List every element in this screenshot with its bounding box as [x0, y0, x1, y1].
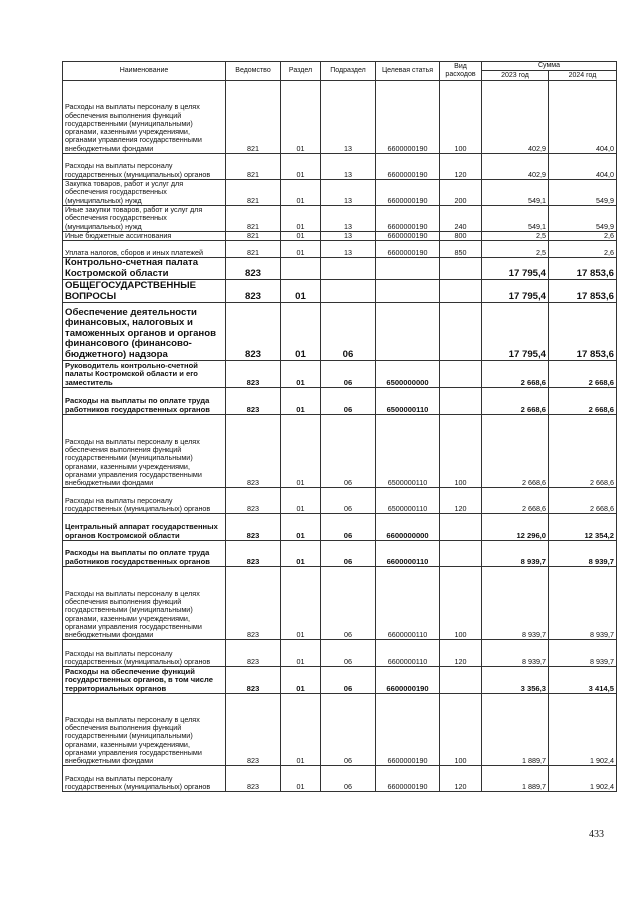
cell-name: Расходы на выплаты персоналу государственных (муниципальных) органов	[63, 766, 226, 792]
cell-subsection: 13	[321, 154, 376, 180]
cell-2023: 2 668,6	[482, 488, 549, 514]
cell-section: 01	[281, 388, 321, 415]
table-header	[63, 62, 617, 81]
cell-section: 01	[281, 303, 321, 361]
cell-subsection: 06	[321, 766, 376, 792]
cell-type	[440, 388, 482, 415]
cell-2023: 549,1	[482, 206, 549, 232]
cell-dept: 823	[226, 303, 281, 361]
cell-name: Расходы на выплаты персоналу в целях обеспечения выполнения функций государственными (муниципальными) органами, казенными учреждениями, органами управления государственными внебюджетными фондами	[63, 567, 226, 640]
cell-type: 240	[440, 206, 482, 232]
cell-2024: 1 902,4	[549, 766, 617, 792]
cell-2023: 2 668,6	[482, 388, 549, 415]
cell-2023: 2,5	[482, 241, 549, 258]
cell-type: 120	[440, 640, 482, 667]
cell-2024: 3 414,5	[549, 667, 617, 694]
cell-type: 120	[440, 154, 482, 180]
cell-target: 6600000190	[376, 667, 440, 694]
header-target: Целевая статья	[376, 62, 440, 81]
cell-2023: 3 356,3	[482, 667, 549, 694]
cell-2023: 8 939,7	[482, 567, 549, 640]
header-sum: Сумма	[482, 62, 617, 71]
header-name: Наименование	[63, 62, 226, 81]
cell-name: Контрольно-счетная палата Костромской области	[63, 258, 226, 280]
cell-2023: 8 939,7	[482, 640, 549, 667]
table-row	[63, 541, 617, 567]
cell-type	[440, 280, 482, 303]
cell-target: 6600000000	[376, 514, 440, 541]
cell-dept: 823	[226, 541, 281, 567]
cell-section: 01	[281, 180, 321, 206]
cell-2024: 17 853,6	[549, 303, 617, 361]
cell-subsection	[321, 280, 376, 303]
header-2023: 2023 год	[482, 71, 549, 81]
cell-2023: 549,1	[482, 180, 549, 206]
table-row	[63, 280, 617, 303]
budget-table-sheet	[62, 61, 616, 792]
cell-target: 6600000190	[376, 694, 440, 766]
cell-name: ОБЩЕГОСУДАРСТВЕННЫЕ ВОПРОСЫ	[63, 280, 226, 303]
table-row	[63, 567, 617, 640]
cell-section: 01	[281, 415, 321, 488]
cell-dept: 823	[226, 361, 281, 388]
cell-dept: 823	[226, 415, 281, 488]
page-number: 433	[589, 829, 604, 840]
cell-2024: 8 939,7	[549, 640, 617, 667]
cell-target: 6600000110	[376, 640, 440, 667]
cell-dept: 823	[226, 280, 281, 303]
cell-dept: 821	[226, 241, 281, 258]
cell-subsection: 13	[321, 241, 376, 258]
cell-subsection: 06	[321, 541, 376, 567]
cell-target: 6600000190	[376, 206, 440, 232]
cell-subsection: 06	[321, 667, 376, 694]
cell-dept: 823	[226, 488, 281, 514]
cell-name: Расходы на обеспечение функций государственных органов, в том числе территориальных органов	[63, 667, 226, 694]
cell-2023: 17 795,4	[482, 280, 549, 303]
cell-2024: 549,9	[549, 206, 617, 232]
cell-subsection: 13	[321, 180, 376, 206]
cell-2023: 1 889,7	[482, 766, 549, 792]
cell-target: 6600000190	[376, 81, 440, 154]
cell-2024: 2,6	[549, 232, 617, 241]
cell-section: 01	[281, 206, 321, 232]
cell-dept: 823	[226, 694, 281, 766]
cell-2024: 2 668,6	[549, 388, 617, 415]
cell-section: 01	[281, 667, 321, 694]
table-row	[63, 388, 617, 415]
cell-2024: 12 354,2	[549, 514, 617, 541]
cell-subsection: 06	[321, 694, 376, 766]
cell-2024: 404,0	[549, 154, 617, 180]
cell-name: Расходы на выплаты по оплате труда работников государственных органов	[63, 388, 226, 415]
cell-section: 01	[281, 81, 321, 154]
cell-dept: 823	[226, 258, 281, 280]
cell-2024: 17 853,6	[549, 280, 617, 303]
cell-section: 01	[281, 694, 321, 766]
cell-target: 6600000190	[376, 766, 440, 792]
cell-dept: 823	[226, 766, 281, 792]
cell-2023: 402,9	[482, 154, 549, 180]
table-row	[63, 361, 617, 388]
table-row	[63, 640, 617, 667]
cell-subsection: 06	[321, 488, 376, 514]
cell-2023: 2,5	[482, 232, 549, 241]
cell-type: 100	[440, 567, 482, 640]
table-row	[63, 206, 617, 232]
header-section: Раздел	[281, 62, 321, 81]
cell-subsection: 06	[321, 303, 376, 361]
cell-name: Расходы на выплаты персоналу в целях обеспечения выполнения функций государственными (муниципальными) органами, казенными учреждениями, органами управления государственными внебюджетными фондами	[63, 81, 226, 154]
cell-dept: 821	[226, 81, 281, 154]
cell-name: Центральный аппарат государственных органов Костромской области	[63, 514, 226, 541]
table-row	[63, 154, 617, 180]
table-body	[63, 81, 617, 792]
cell-2024: 2 668,6	[549, 415, 617, 488]
cell-type	[440, 258, 482, 280]
cell-2024: 404,0	[549, 81, 617, 154]
cell-dept: 823	[226, 667, 281, 694]
cell-2023: 2 668,6	[482, 415, 549, 488]
cell-name: Закупка товаров, работ и услуг для обеспечения государственных (муниципальных) нужд	[63, 180, 226, 206]
cell-name: Расходы на выплаты персоналу государственных (муниципальных) органов	[63, 640, 226, 667]
table-row	[63, 303, 617, 361]
table-row	[63, 667, 617, 694]
cell-name: Расходы на выплаты персоналу в целях обеспечения выполнения функций государственными (муниципальными) органами, казенными учреждениями, органами управления государственными внебюджетными фондами	[63, 694, 226, 766]
cell-2023: 17 795,4	[482, 258, 549, 280]
cell-section: 01	[281, 640, 321, 667]
table-row	[63, 766, 617, 792]
cell-section: 01	[281, 241, 321, 258]
cell-type	[440, 541, 482, 567]
cell-dept: 821	[226, 232, 281, 241]
table-row	[63, 694, 617, 766]
cell-type	[440, 361, 482, 388]
cell-name: Расходы на выплаты персоналу в целях обеспечения выполнения функций государственными (муниципальными) органами, казенными учреждениями, органами управления государственными внебюджетными фондами	[63, 415, 226, 488]
cell-section: 01	[281, 154, 321, 180]
cell-section: 01	[281, 361, 321, 388]
cell-section: 01	[281, 280, 321, 303]
cell-target: 6500000000	[376, 361, 440, 388]
table-row	[63, 81, 617, 154]
cell-2024: 2 668,6	[549, 361, 617, 388]
cell-target	[376, 258, 440, 280]
cell-section	[281, 258, 321, 280]
cell-section: 01	[281, 567, 321, 640]
cell-subsection: 06	[321, 640, 376, 667]
cell-2023: 2 668,6	[482, 361, 549, 388]
table-row	[63, 488, 617, 514]
cell-2023: 1 889,7	[482, 694, 549, 766]
header-subsection: Подраздел	[321, 62, 376, 81]
cell-2024: 17 853,6	[549, 258, 617, 280]
cell-target: 6600000190	[376, 180, 440, 206]
table-row	[63, 241, 617, 258]
cell-2024: 1 902,4	[549, 694, 617, 766]
header-2024: 2024 год	[549, 71, 617, 81]
cell-target: 6600000110	[376, 567, 440, 640]
cell-subsection: 06	[321, 567, 376, 640]
cell-2023: 402,9	[482, 81, 549, 154]
cell-name: Уплата налогов, сборов и иных платежей	[63, 241, 226, 258]
header-dept: Ведомство	[226, 62, 281, 81]
cell-type: 100	[440, 415, 482, 488]
cell-section: 01	[281, 488, 321, 514]
header-type: Вид расходов	[440, 62, 482, 81]
cell-2024: 2 668,6	[549, 488, 617, 514]
cell-subsection: 06	[321, 415, 376, 488]
table-row	[63, 180, 617, 206]
cell-target: 6500000110	[376, 415, 440, 488]
cell-section: 01	[281, 541, 321, 567]
cell-section: 01	[281, 232, 321, 241]
cell-target: 6600000110	[376, 541, 440, 567]
cell-2023: 12 296,0	[482, 514, 549, 541]
cell-type: 850	[440, 241, 482, 258]
cell-2023: 8 939,7	[482, 541, 549, 567]
cell-dept: 823	[226, 514, 281, 541]
cell-name: Иные бюджетные ассигнования	[63, 232, 226, 241]
cell-name: Расходы на выплаты по оплате труда работников государственных органов	[63, 541, 226, 567]
cell-2024: 2,6	[549, 241, 617, 258]
cell-type: 100	[440, 81, 482, 154]
cell-section: 01	[281, 514, 321, 541]
cell-2024: 8 939,7	[549, 541, 617, 567]
budget-table	[62, 61, 617, 792]
cell-type: 200	[440, 180, 482, 206]
cell-dept: 823	[226, 567, 281, 640]
table-row	[63, 232, 617, 241]
cell-name: Иные закупки товаров, работ и услуг для обеспечения государственных (муниципальных) нужд	[63, 206, 226, 232]
cell-type	[440, 514, 482, 541]
cell-type: 120	[440, 766, 482, 792]
cell-target: 6500000110	[376, 388, 440, 415]
cell-target	[376, 280, 440, 303]
cell-subsection: 13	[321, 81, 376, 154]
cell-target: 6600000190	[376, 241, 440, 258]
cell-dept: 821	[226, 180, 281, 206]
cell-type	[440, 667, 482, 694]
cell-type: 100	[440, 694, 482, 766]
cell-subsection: 13	[321, 206, 376, 232]
cell-2023: 17 795,4	[482, 303, 549, 361]
cell-subsection	[321, 258, 376, 280]
cell-subsection: 06	[321, 361, 376, 388]
cell-type: 120	[440, 488, 482, 514]
cell-name: Расходы на выплаты персоналу государственных (муниципальных) органов	[63, 154, 226, 180]
cell-dept: 823	[226, 388, 281, 415]
cell-2024: 549,9	[549, 180, 617, 206]
cell-dept: 823	[226, 640, 281, 667]
cell-type: 800	[440, 232, 482, 241]
cell-subsection: 13	[321, 232, 376, 241]
cell-name: Руководитель контрольно-счетной палаты Костромской области и его заместитель	[63, 361, 226, 388]
cell-subsection: 06	[321, 388, 376, 415]
cell-type	[440, 303, 482, 361]
table-row	[63, 258, 617, 280]
cell-target: 6500000110	[376, 488, 440, 514]
cell-name: Расходы на выплаты персоналу государственных (муниципальных) органов	[63, 488, 226, 514]
cell-dept: 821	[226, 154, 281, 180]
cell-subsection: 06	[321, 514, 376, 541]
cell-name: Обеспечение деятельности финансовых, налоговых и таможенных органов и органов финансового (финансово-бюджетного) надзора	[63, 303, 226, 361]
cell-target	[376, 303, 440, 361]
cell-target: 6600000190	[376, 232, 440, 241]
cell-target: 6600000190	[376, 154, 440, 180]
table-row	[63, 514, 617, 541]
cell-2024: 8 939,7	[549, 567, 617, 640]
cell-section: 01	[281, 766, 321, 792]
cell-dept: 821	[226, 206, 281, 232]
table-row	[63, 415, 617, 488]
